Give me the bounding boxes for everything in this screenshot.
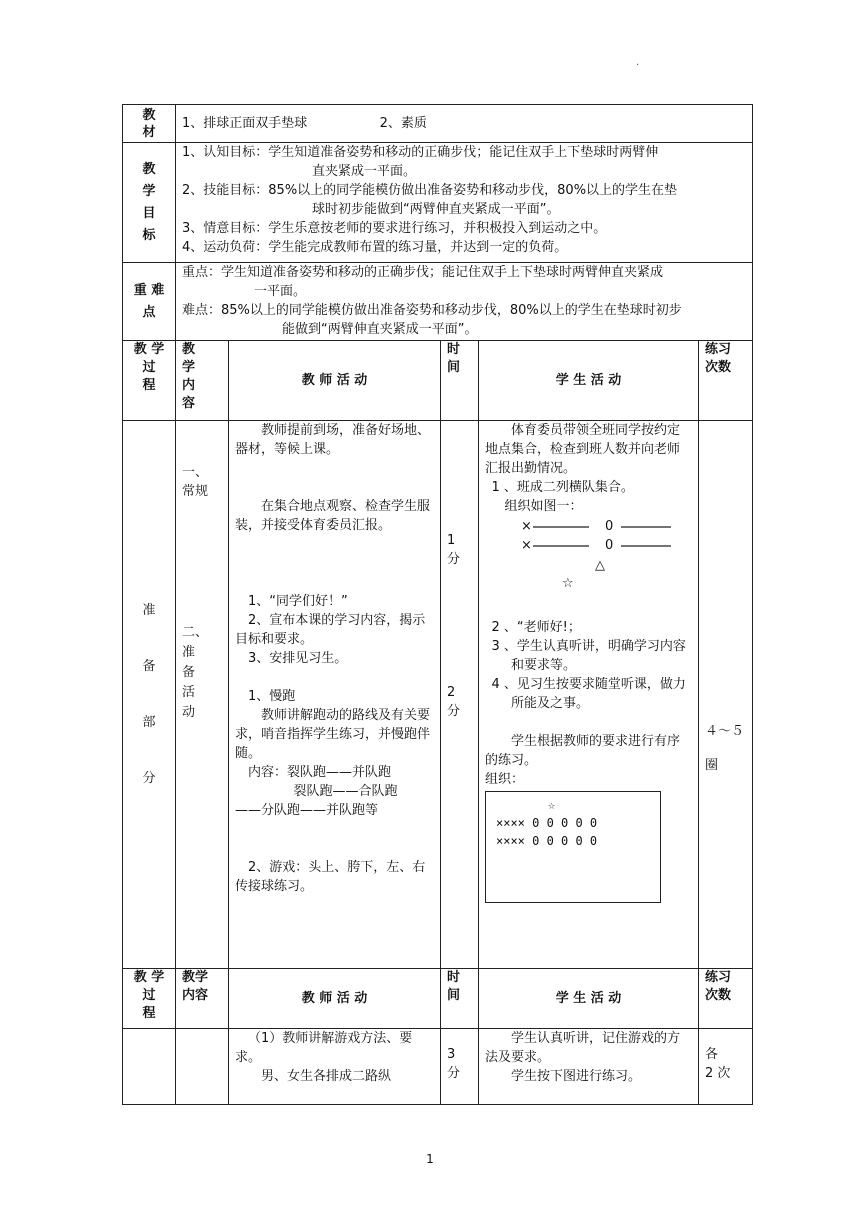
- header2-process: 教 学 过 程: [123, 969, 176, 1029]
- prep-student-cell: 体育委员带领全班同学按约定地点集合，检查到班人数并向老师汇报出勤情况。 1 、班成二列横队集合。 组织如图一： × 0 × 0 △ ☆ 2 、“老师好!； 3 、学生认真听讲，明确学习内容和要求等。 4 、见习生按要求随堂听课，做力所能及之事。 学生根据教师的要求进行有序的练习。 组织： ☆ ×××× 0 0 0 0 0 ×××× 0 0 0 0 0: [479, 421, 699, 969]
- process-header-row: [123, 341, 753, 421]
- prep-teacher-cell: 教师提前到场，准备好场地、器材，等候上课。 在集合地点观察、检查学生服装，并接受体育委员汇报。 1、“同学们好！” 2、宣布本课的学习内容，揭示目标和要求。 3、安排见习生。 1、慢跑 教师讲解跑动的路线及有关要求，哨音指挥学生练习，并慢跑伴随。 内容：裂队跑——并队跑 裂队跑——合队跑 ——分队跑——并队跑等 2、游戏：头上、胯下，左、右传接球练习。: [229, 421, 441, 969]
- game-row: [123, 1029, 753, 1105]
- page-number: 1: [426, 1152, 434, 1166]
- lesson-plan-table: [122, 104, 753, 1105]
- content-warmup: 二、 准 备 活 动: [182, 625, 209, 720]
- header2-content: 教学 内容: [176, 969, 229, 1029]
- key-points-label: 重 难 点: [123, 263, 176, 341]
- time-2: 2 分: [447, 685, 461, 719]
- game-student-cell: 学生认真听讲，记住游戏的方法及要求。 学生按下图进行练习。: [479, 1029, 699, 1105]
- prep-time-cell: [441, 421, 479, 969]
- header-teacher: 教 师 活 动: [229, 341, 441, 421]
- row2-circle: 0: [605, 538, 614, 553]
- header-student: 学 生 活 动: [479, 341, 699, 421]
- header-time: 时 间: [441, 341, 479, 421]
- material-item-1: 1、排球正面双手垫球: [182, 116, 308, 131]
- box-row-1: ×××× 0 0 0 0 0: [496, 816, 598, 830]
- process-header-row-2: [123, 969, 753, 1029]
- game-teacher-cell: （1）教师讲解游戏方法、要求。 男、女生各排成二路纵: [229, 1029, 441, 1105]
- header2-count: 练习 次数: [699, 969, 753, 1029]
- content-routine: 一、 常规: [182, 465, 209, 499]
- header2-teacher: 教 师 活 动: [229, 969, 441, 1029]
- row1-circle: 0: [605, 519, 614, 534]
- header-count: 练习 次数: [699, 341, 753, 421]
- row1-cross: ×: [521, 519, 532, 534]
- game-time-cell: 3 分: [441, 1029, 479, 1105]
- header-content: 教 学 内 容: [176, 341, 229, 421]
- goals-label: 教 学 目 标: [123, 143, 176, 263]
- materials-label: 教 材: [123, 105, 176, 143]
- box-star: ☆: [548, 798, 556, 812]
- materials-content: [176, 105, 753, 143]
- goals-content: 1、认知目标：学生知道准备姿势和移动的正确步伐；能记住双手上下垫球时两臂伸 直夹紧成一平面。 2、技能目标：85%以上的同学能模仿做出准备姿势和移动步伐，80%以上的学生在垫 球时初步能做到“两臂伸直夹紧成一平面”。 3、情意目标：学生乐意按老师的要求进行练习，并积极投入到运动之中。 4、运动负荷：学生能完成教师布置的练习量，并达到一定的负荷。: [176, 143, 753, 263]
- material-item-2: 2、素质: [379, 116, 427, 131]
- game-process-cell: [123, 1029, 176, 1105]
- preparation-row: [123, 421, 753, 969]
- key-points-row: [123, 263, 753, 341]
- prep-content-cell: [176, 421, 229, 969]
- formation-diagram-1: [485, 516, 692, 591]
- materials-row: [123, 105, 753, 143]
- goals-row: [123, 143, 753, 263]
- formation-lines: [485, 516, 685, 586]
- key-points-content: 重点：学生知道准备姿势和移动的正确步伐；能记住双手上下垫球时两臂伸直夹紧成 一平面。 难点：85%以上的同学能模仿做出准备姿势和移动步伐，80%以上的学生在垫球时初步 能做到“两臂伸直夹紧成一平面”。: [176, 263, 753, 341]
- game-count-cell: 各 2 次: [699, 1029, 753, 1105]
- formation-diagram-2: [485, 791, 661, 903]
- row2-cross: ×: [521, 538, 532, 553]
- prep-count-cell: [699, 421, 753, 969]
- header-process: 教 学 过 程: [123, 341, 176, 421]
- section-preparation: 准 备 部 分: [123, 421, 176, 969]
- box-row-2: ×××× 0 0 0 0 0: [496, 834, 598, 848]
- header2-student: 学 生 活 动: [479, 969, 699, 1029]
- time-1: 1 分: [447, 533, 461, 567]
- teacher-triangle: △: [595, 558, 605, 573]
- teacher-star: ☆: [562, 576, 574, 591]
- game-content-cell: [176, 1029, 229, 1105]
- page-dot: ·: [636, 60, 640, 71]
- header2-time: 时 间: [441, 969, 479, 1029]
- count-laps: ４～５ 圈: [705, 724, 745, 773]
